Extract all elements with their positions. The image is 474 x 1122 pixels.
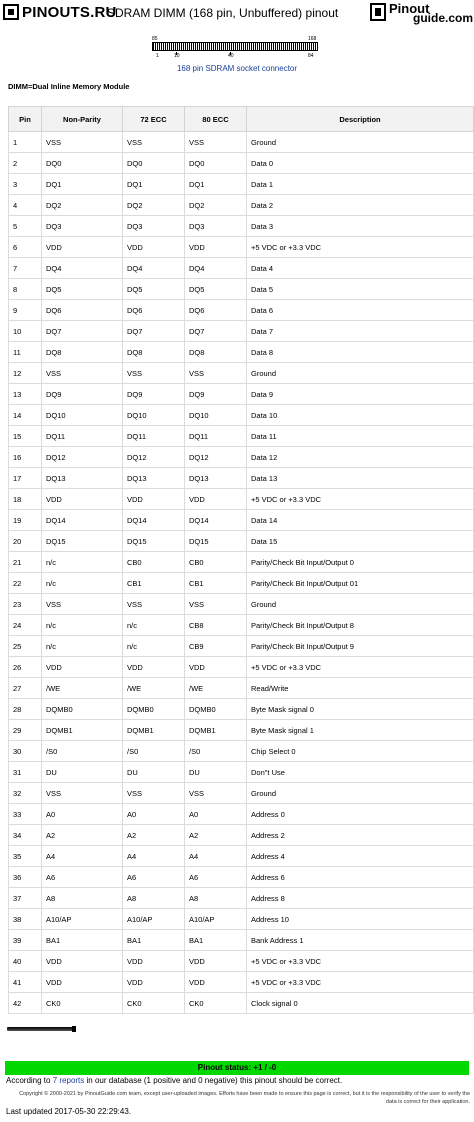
table-row [9, 237, 474, 258]
pin-number: 40 [9, 951, 42, 972]
pin-description: +5 VDC or +3.3 VDC [247, 489, 474, 510]
non-parity-signal: DQ5 [42, 279, 123, 300]
pin-number: 34 [9, 825, 42, 846]
table-row [9, 489, 474, 510]
table-row [9, 363, 474, 384]
col-header-80-ecc: 80 ECC [185, 107, 247, 132]
ecc80-signal: CB1 [185, 573, 247, 594]
pin-description: Ground [247, 594, 474, 615]
ecc72-signal: DQ3 [123, 216, 185, 237]
pin-description: +5 VDC or +3.3 VDC [247, 237, 474, 258]
pin-number: 30 [9, 741, 42, 762]
pin-description: Clock signal 0 [247, 993, 474, 1014]
table-row [9, 510, 474, 531]
pin-number: 33 [9, 804, 42, 825]
reports-suffix: in our database (1 positive and 0 negative) this pinout should be correct. [84, 1076, 343, 1085]
pin-description: Data 0 [247, 153, 474, 174]
table-row [9, 531, 474, 552]
ecc80-signal: DQ3 [185, 216, 247, 237]
ecc72-signal: A4 [123, 846, 185, 867]
non-parity-signal: VSS [42, 783, 123, 804]
col-header-non-parity: Non-Parity [42, 107, 123, 132]
pin-number: 2 [9, 153, 42, 174]
ecc80-signal: DQ0 [185, 153, 247, 174]
non-parity-signal: A2 [42, 825, 123, 846]
non-parity-signal: DQ4 [42, 258, 123, 279]
ecc72-signal: DU [123, 762, 185, 783]
ecc72-signal: DQ10 [123, 405, 185, 426]
ecc80-signal: A0 [185, 804, 247, 825]
non-parity-signal: DQ10 [42, 405, 123, 426]
ecc80-signal: CB0 [185, 552, 247, 573]
pin-description: Byte Mask signal 0 [247, 699, 474, 720]
table-row [9, 762, 474, 783]
table-row [9, 972, 474, 993]
ecc80-signal: DQ9 [185, 384, 247, 405]
ecc80-signal: DQ14 [185, 510, 247, 531]
pin-number: 29 [9, 720, 42, 741]
pin-description: Byte Mask signal 1 [247, 720, 474, 741]
table-row [9, 195, 474, 216]
scroll-divider [7, 1027, 73, 1031]
pin-description: Read/Write [247, 678, 474, 699]
socket-label-168: 168 [308, 36, 317, 42]
table-row [9, 636, 474, 657]
ecc72-signal: A10/AP [123, 909, 185, 930]
non-parity-signal: VDD [42, 972, 123, 993]
socket-diagram[interactable] [152, 36, 320, 62]
table-row [9, 258, 474, 279]
table-row [9, 174, 474, 195]
ecc72-signal: n/c [123, 615, 185, 636]
socket-label-40: 40 [228, 53, 234, 59]
non-parity-signal: DQ1 [42, 174, 123, 195]
pin-description: Data 3 [247, 216, 474, 237]
pin-description: Data 13 [247, 468, 474, 489]
ecc80-signal: VSS [185, 594, 247, 615]
pin-number: 15 [9, 426, 42, 447]
pin-number: 8 [9, 279, 42, 300]
ecc80-signal: VDD [185, 237, 247, 258]
reports-link[interactable]: 7 reports [52, 1076, 85, 1085]
pin-description: Data 2 [247, 195, 474, 216]
ecc80-signal: DQ8 [185, 342, 247, 363]
table-row [9, 426, 474, 447]
pin-number: 35 [9, 846, 42, 867]
pin-description: Don"t Use [247, 762, 474, 783]
pin-number: 4 [9, 195, 42, 216]
non-parity-signal: VSS [42, 594, 123, 615]
pin-description: Data 6 [247, 300, 474, 321]
table-row [9, 867, 474, 888]
pin-description: Data 15 [247, 531, 474, 552]
pin-description: Data 11 [247, 426, 474, 447]
table-row [9, 804, 474, 825]
table-row [9, 909, 474, 930]
ecc72-signal: VDD [123, 657, 185, 678]
pin-number: 26 [9, 657, 42, 678]
table-row [9, 615, 474, 636]
ecc80-signal: DQ2 [185, 195, 247, 216]
ecc72-signal: CK0 [123, 993, 185, 1014]
non-parity-signal: DQ15 [42, 531, 123, 552]
pin-number: 31 [9, 762, 42, 783]
ecc80-signal: /S0 [185, 741, 247, 762]
ecc72-signal: DQ4 [123, 258, 185, 279]
non-parity-signal: n/c [42, 552, 123, 573]
ecc72-signal: VDD [123, 951, 185, 972]
ecc72-signal: VDD [123, 972, 185, 993]
ecc80-signal: DQ10 [185, 405, 247, 426]
table-header-row [9, 107, 474, 132]
pin-number: 7 [9, 258, 42, 279]
pin-number: 11 [9, 342, 42, 363]
table-row [9, 846, 474, 867]
pin-number: 6 [9, 237, 42, 258]
non-parity-signal: BA1 [42, 930, 123, 951]
table-row [9, 783, 474, 804]
table-row [9, 699, 474, 720]
ecc72-signal: DQ8 [123, 342, 185, 363]
pin-number: 23 [9, 594, 42, 615]
ecc72-signal: DQ2 [123, 195, 185, 216]
pin-description: Chip Select 0 [247, 741, 474, 762]
ecc72-signal: VSS [123, 783, 185, 804]
socket-caption-link[interactable]: 168 pin SDRAM socket connector [176, 64, 298, 73]
socket-label-84: 84 [308, 53, 314, 59]
non-parity-signal: DQ11 [42, 426, 123, 447]
ecc72-signal: DQMB0 [123, 699, 185, 720]
ecc72-signal: VSS [123, 132, 185, 153]
pin-description: Bank Address 1 [247, 930, 474, 951]
ecc72-signal: DQMB1 [123, 720, 185, 741]
ecc80-signal: DQMB1 [185, 720, 247, 741]
pin-number: 27 [9, 678, 42, 699]
table-row [9, 153, 474, 174]
pin-number: 12 [9, 363, 42, 384]
table-row [9, 594, 474, 615]
pin-description: Parity/Check Bit Input/Output 01 [247, 573, 474, 594]
pinout-table [8, 106, 474, 1014]
pin-number: 25 [9, 636, 42, 657]
pin-number: 38 [9, 909, 42, 930]
non-parity-signal: DQ12 [42, 447, 123, 468]
pinoutguide-logo-icon [370, 3, 386, 21]
non-parity-signal: CK0 [42, 993, 123, 1014]
socket-connector-image [152, 42, 318, 51]
reports-prefix: According to [6, 1076, 53, 1085]
ecc72-signal: A8 [123, 888, 185, 909]
page-header [0, 0, 474, 26]
ecc80-signal: DQ12 [185, 447, 247, 468]
pin-description: Parity/Check Bit Input/Output 8 [247, 615, 474, 636]
pin-description: Parity/Check Bit Input/Output 9 [247, 636, 474, 657]
ecc72-signal: A2 [123, 825, 185, 846]
non-parity-signal: VDD [42, 489, 123, 510]
socket-label-85: 85 [152, 36, 158, 42]
ecc80-signal: DQ13 [185, 468, 247, 489]
table-row [9, 342, 474, 363]
table-row [9, 888, 474, 909]
ecc80-signal: DQ5 [185, 279, 247, 300]
pin-description: Address 2 [247, 825, 474, 846]
ecc72-signal: BA1 [123, 930, 185, 951]
ecc80-signal: DQ11 [185, 426, 247, 447]
ecc72-signal: DQ5 [123, 279, 185, 300]
ecc80-signal: VDD [185, 972, 247, 993]
col-header-72-ecc: 72 ECC [123, 107, 185, 132]
non-parity-signal: /WE [42, 678, 123, 699]
non-parity-signal: DQMB1 [42, 720, 123, 741]
pin-number: 18 [9, 489, 42, 510]
pin-number: 21 [9, 552, 42, 573]
ecc80-signal: A4 [185, 846, 247, 867]
non-parity-signal: DQ9 [42, 384, 123, 405]
pin-number: 5 [9, 216, 42, 237]
ecc80-signal: VDD [185, 951, 247, 972]
pin-description: Data 12 [247, 447, 474, 468]
table-row [9, 132, 474, 153]
non-parity-signal: VSS [42, 132, 123, 153]
pin-description: Data 14 [247, 510, 474, 531]
ecc72-signal: CB1 [123, 573, 185, 594]
dimm-definition: DIMM=Dual Inline Memory Module [8, 82, 130, 91]
ecc80-signal: VSS [185, 783, 247, 804]
pinoutguide-logo-text-2: guide.com [413, 11, 474, 25]
non-parity-signal: DQ0 [42, 153, 123, 174]
non-parity-signal: DQ13 [42, 468, 123, 489]
pinoutguide-logo[interactable] [370, 2, 472, 24]
page-title: SDRAM DIMM (168 pin, Unbuffered) pinout [107, 6, 339, 20]
pinouts-logo-text: PINOUTS.RU [22, 3, 117, 21]
pin-description: Data 8 [247, 342, 474, 363]
table-row [9, 930, 474, 951]
ecc80-signal: VSS [185, 363, 247, 384]
non-parity-signal: VDD [42, 657, 123, 678]
last-updated: Last updated 2017-05-30 22:29:43. [6, 1107, 131, 1116]
table-row [9, 279, 474, 300]
non-parity-signal: DQ8 [42, 342, 123, 363]
table-row [9, 573, 474, 594]
pin-number: 10 [9, 321, 42, 342]
non-parity-signal: n/c [42, 573, 123, 594]
ecc72-signal: DQ1 [123, 174, 185, 195]
table-row [9, 657, 474, 678]
ecc80-signal: CB9 [185, 636, 247, 657]
non-parity-signal: DQ14 [42, 510, 123, 531]
table-row [9, 384, 474, 405]
pin-description: Ground [247, 363, 474, 384]
ecc72-signal: DQ12 [123, 447, 185, 468]
pin-description: Data 5 [247, 279, 474, 300]
ecc72-signal: A6 [123, 867, 185, 888]
ecc80-signal: DQ6 [185, 300, 247, 321]
table-row [9, 951, 474, 972]
ecc80-signal: A8 [185, 888, 247, 909]
table-row [9, 741, 474, 762]
pin-description: Ground [247, 132, 474, 153]
ecc80-signal: DQ7 [185, 321, 247, 342]
pin-number: 37 [9, 888, 42, 909]
ecc72-signal: DQ14 [123, 510, 185, 531]
ecc72-signal: CB0 [123, 552, 185, 573]
table-row [9, 405, 474, 426]
ecc72-signal: VSS [123, 594, 185, 615]
non-parity-signal: A6 [42, 867, 123, 888]
pinoutguide-logo-text-1: Pinout [389, 1, 430, 16]
ecc72-signal: VSS [123, 363, 185, 384]
table-row [9, 321, 474, 342]
pin-number: 24 [9, 615, 42, 636]
non-parity-signal: VDD [42, 951, 123, 972]
ecc80-signal: DQ15 [185, 531, 247, 552]
pin-number: 20 [9, 531, 42, 552]
pin-description: Data 4 [247, 258, 474, 279]
pin-number: 39 [9, 930, 42, 951]
pin-number: 1 [9, 132, 42, 153]
ecc80-signal: BA1 [185, 930, 247, 951]
ecc80-signal: /WE [185, 678, 247, 699]
pin-description: +5 VDC or +3.3 VDC [247, 972, 474, 993]
pin-description: Address 0 [247, 804, 474, 825]
pin-number: 41 [9, 972, 42, 993]
ecc72-signal: n/c [123, 636, 185, 657]
non-parity-signal: VDD [42, 237, 123, 258]
pin-description: Data 10 [247, 405, 474, 426]
ecc80-signal: A6 [185, 867, 247, 888]
ecc72-signal: DQ0 [123, 153, 185, 174]
table-row [9, 552, 474, 573]
pin-number: 22 [9, 573, 42, 594]
ecc72-signal: DQ9 [123, 384, 185, 405]
pinouts-ru-logo[interactable] [3, 3, 117, 21]
ecc80-signal: DQ1 [185, 174, 247, 195]
non-parity-signal: DQ6 [42, 300, 123, 321]
non-parity-signal: DU [42, 762, 123, 783]
table-row [9, 825, 474, 846]
ecc80-signal: VDD [185, 489, 247, 510]
pin-description: Address 4 [247, 846, 474, 867]
pinout-status-bar: Pinout status: +1 / -0 [5, 1061, 469, 1075]
ecc80-signal: VSS [185, 132, 247, 153]
ecc72-signal: DQ15 [123, 531, 185, 552]
table-row [9, 720, 474, 741]
non-parity-signal: A4 [42, 846, 123, 867]
ecc80-signal: DQ4 [185, 258, 247, 279]
copyright-notice: Copyright © 2000-2021 by PinoutGuide.com team, except user-uploaded images. Efforts have been made to ensure this page is correct, but it is the responsibility of the user to verify the data is correct for their application. [19, 1091, 470, 1105]
pin-description: +5 VDC or +3.3 VDC [247, 951, 474, 972]
pin-number: 32 [9, 783, 42, 804]
pin-number: 17 [9, 468, 42, 489]
pin-number: 19 [9, 510, 42, 531]
reports-text [6, 1076, 342, 1085]
socket-label-10: 10 [174, 53, 180, 59]
non-parity-signal: A8 [42, 888, 123, 909]
ecc80-signal: VDD [185, 657, 247, 678]
table-row [9, 993, 474, 1014]
pin-description: Address 6 [247, 867, 474, 888]
pin-number: 42 [9, 993, 42, 1014]
pin-number: 14 [9, 405, 42, 426]
pin-number: 13 [9, 384, 42, 405]
non-parity-signal: n/c [42, 615, 123, 636]
ecc72-signal: DQ13 [123, 468, 185, 489]
ecc72-signal: VDD [123, 489, 185, 510]
pin-description: Data 7 [247, 321, 474, 342]
pin-description: Data 1 [247, 174, 474, 195]
pin-description: Parity/Check Bit Input/Output 0 [247, 552, 474, 573]
table-row [9, 678, 474, 699]
table-row [9, 468, 474, 489]
table-row [9, 447, 474, 468]
ecc72-signal: VDD [123, 237, 185, 258]
pinouts-logo-icon [3, 4, 19, 20]
ecc72-signal: DQ6 [123, 300, 185, 321]
table-row [9, 216, 474, 237]
pin-number: 28 [9, 699, 42, 720]
ecc80-signal: DQMB0 [185, 699, 247, 720]
ecc72-signal: A0 [123, 804, 185, 825]
ecc80-signal: A2 [185, 825, 247, 846]
ecc72-signal: DQ11 [123, 426, 185, 447]
pin-description: Data 9 [247, 384, 474, 405]
pin-description: Address 10 [247, 909, 474, 930]
pin-number: 3 [9, 174, 42, 195]
non-parity-signal: n/c [42, 636, 123, 657]
pin-description: Ground [247, 783, 474, 804]
ecc80-signal: CK0 [185, 993, 247, 1014]
pin-description: +5 VDC or +3.3 VDC [247, 657, 474, 678]
table-row [9, 300, 474, 321]
pin-number: 16 [9, 447, 42, 468]
non-parity-signal: DQMB0 [42, 699, 123, 720]
ecc72-signal: /WE [123, 678, 185, 699]
pin-description: Address 8 [247, 888, 474, 909]
non-parity-signal: A0 [42, 804, 123, 825]
col-header-description: Description [247, 107, 474, 132]
ecc72-signal: /S0 [123, 741, 185, 762]
non-parity-signal: VSS [42, 363, 123, 384]
socket-label-1: 1 [156, 53, 159, 59]
ecc72-signal: DQ7 [123, 321, 185, 342]
non-parity-signal: DQ2 [42, 195, 123, 216]
pin-number: 9 [9, 300, 42, 321]
ecc80-signal: A10/AP [185, 909, 247, 930]
col-header-pin: Pin [9, 107, 42, 132]
pin-number: 36 [9, 867, 42, 888]
non-parity-signal: DQ7 [42, 321, 123, 342]
ecc80-signal: CB8 [185, 615, 247, 636]
non-parity-signal: /S0 [42, 741, 123, 762]
non-parity-signal: DQ3 [42, 216, 123, 237]
ecc80-signal: DU [185, 762, 247, 783]
non-parity-signal: A10/AP [42, 909, 123, 930]
